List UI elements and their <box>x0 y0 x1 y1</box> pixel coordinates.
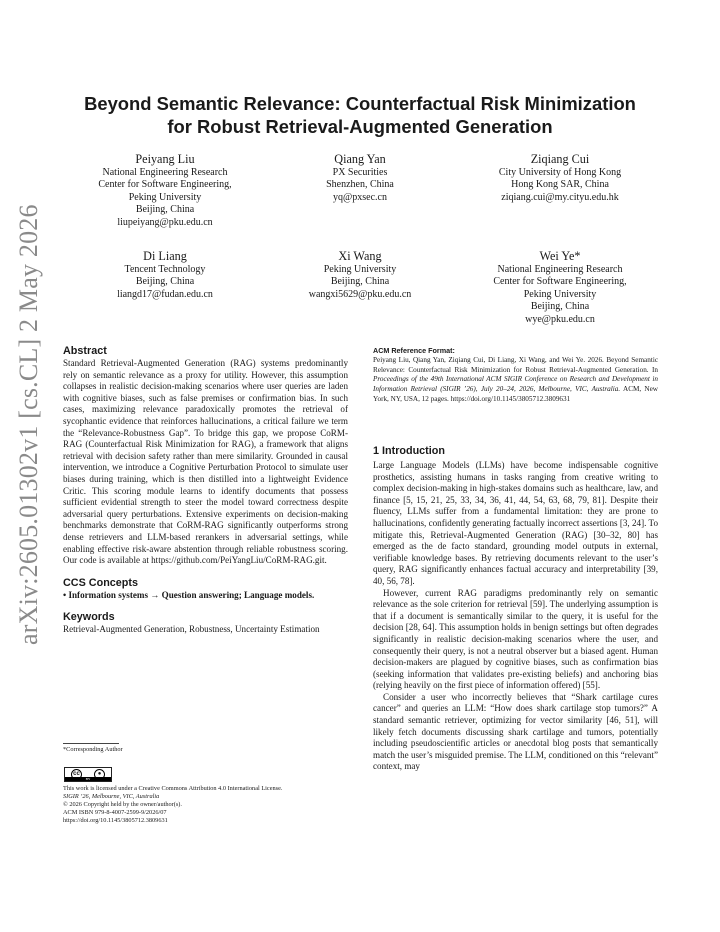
author-affiliation: Tencent Technology <box>124 264 206 275</box>
intro-paragraph-1: Large Language Models (LLMs) have become indispensable cognitive prosthetics, assisting humans in tasks ranging from creative writing to complex decision-making in high-stakes domains such as healthcare, law, and finance [5, 15, 21, 25, 33, 34, 36, 41, 44, 54, 63, 68, 79, 81]. Despite their fluency, LLMs suffer from a fundamental limitation: they are prone to hallucinations, confidently generating factually incorrect assertions [3, 24]. To mitigate this, Retrieval-Augmented Generation (RAG) [30–32, 80] has emerged as the de facto standard, grounding model outputs in external, verifiable knowledge bases. By retrieving documents relevant to the user’s query, RAG significantly enhances factual accuracy and interpretability [39, 40, 56, 78]. <box>373 460 658 586</box>
venue-line: SIGIR ’26, Melbourne, VIC, Australia <box>63 793 160 801</box>
intro-paragraph-2: However, current RAG paradigms predominantly rely on semantic relevance as the sole criterion for retrieval [59]. The underlying assumption is that if a document is semantically similar to the query, it is useful for the decision [28, 64]. This assumption holds in benign settings but often degrades significantly in realistic decision-making scenarios where the user, and consequently their query, is not a neutral observer but a biased agent. Human decision-makers are plagued by cognitive biases, such as confirmation bias (seeking information that validates pre-existing beliefs) and anchoring bias (relying heavily on the first piece of information offered) [55]. <box>373 587 658 691</box>
author-block <box>270 152 450 204</box>
author-affiliation: Peking University <box>128 191 202 203</box>
author-email: ziqiang.cui@my.cityu.edu.hk <box>501 191 619 203</box>
acm-reference-title: Beyond Semantic Relevance: Counterfactual Risk Minimization for Robust Retrieval-Augmented Generation. In <box>373 355 659 374</box>
title-line-2: for Robust Retrieval-Augmented Generation <box>167 116 553 137</box>
author-email: liupeiyang@pku.edu.cn <box>117 216 213 228</box>
acm-reference <box>373 346 658 405</box>
author-affiliation: Beijing, China <box>330 276 390 288</box>
author-affiliation: National Engineering Research <box>102 167 228 178</box>
author-block <box>460 152 660 204</box>
author-affiliation: Beijing, China <box>135 276 195 288</box>
acm-reference-publisher: ACM, New York, NY, USA, 12 pages. https://doi.org/10.1145/3805712.3809631 <box>373 385 658 403</box>
author-email: yq@pxsec.cn <box>333 191 387 203</box>
title-line-1: Beyond Semantic Relevance: Counterfactual Risk Minimization <box>84 93 636 114</box>
by-label-bar <box>65 777 111 781</box>
person-icon: ● <box>94 769 105 780</box>
author-email: wangxi5629@pku.edu.cn <box>308 288 412 300</box>
intro-heading: 1 Introduction <box>373 445 445 457</box>
author-affiliation: Beijing, China <box>530 301 590 313</box>
author-affiliation: Beijing, China <box>135 204 195 216</box>
author-block <box>70 152 260 229</box>
keywords-heading: Keywords <box>63 611 115 624</box>
author-affiliation: Center for Software Engineering, <box>98 179 232 191</box>
author-block <box>460 249 660 326</box>
license-block <box>63 785 353 825</box>
author-affiliation: Peking University <box>323 264 397 275</box>
author-block <box>270 249 450 301</box>
cc-icon: cc <box>71 769 82 780</box>
author-name: Xi Wang <box>338 249 382 263</box>
by-label: BY <box>85 777 91 781</box>
ccs-heading: CCS Concepts <box>63 576 138 589</box>
author-block <box>70 249 260 301</box>
paper-title <box>60 92 660 138</box>
author-name: Qiang Yan <box>334 152 386 166</box>
author-name: Ziqiang Cui <box>530 152 590 166</box>
acm-reference-venue: Proceedings of the 49th International ACM SIGIR Conference on Research and Development in Information Retrieval (SIGIR ’26), July 20–24, 2026, Melbourne, VIC, Australia. <box>373 375 658 394</box>
author-affiliation: Shenzhen, China <box>326 179 394 191</box>
acm-reference-heading: ACM Reference Format: <box>373 346 455 355</box>
abstract-heading: Abstract <box>63 345 107 357</box>
author-name: Peiyang Liu <box>135 152 195 166</box>
arxiv-stamp: arXiv:2605.01302v1 [cs.CL] 2 May 2026 <box>14 204 43 645</box>
left-column <box>63 344 348 636</box>
author-affiliation: City University of Hong Kong <box>498 167 622 178</box>
doi-line: https://doi.org/10.1145/3805712.3809631 <box>63 817 168 825</box>
author-affiliation: National Engineering Research <box>497 264 623 275</box>
intro-paragraph-3: Consider a user who incorrectly believes that “Shark cartilage cures cancer” and queries an LLM: “How does shark cartilage stop tumors?” A standard semantic retriever, optimizing for vector similarity [46, 51], will likely fetch documents discussing shark cartilage and tumors, potentially including pseudoscientific articles or anecdotal blog posts that semantically match the user’s misguided premise. The LLM, conditioned on this “relevant” context, may <box>373 691 658 772</box>
author-email: liangd17@fudan.edu.cn <box>117 288 213 300</box>
author-affiliation: Peking University <box>523 288 597 300</box>
creative-commons-badge[interactable] <box>64 767 112 782</box>
ccs-text: • Information systems → Question answering; Language models. <box>63 589 315 600</box>
author-affiliation: Center for Software Engineering, <box>493 276 627 288</box>
footnote-rule <box>63 743 119 744</box>
author-name: Di Liang <box>143 249 187 263</box>
keywords-text: Retrieval-Augmented Generation, Robustness, Uncertainty Estimation <box>63 624 320 635</box>
copyright-line: © 2026 Copyright held by the owner/author(s). <box>63 801 182 809</box>
footnote: *Corresponding Author <box>63 746 123 753</box>
author-affiliation: PX Securities <box>332 167 388 178</box>
right-column <box>373 444 658 773</box>
author-name: Wei Ye* <box>539 249 581 263</box>
acm-reference-authors: Peiyang Liu, Qiang Yan, Ziqiang Cui, Di Liang, Xi Wang, and Wei Ye. 2026. <box>373 355 604 364</box>
author-affiliation: Hong Kong SAR, China <box>511 179 609 191</box>
abstract-text: Standard Retrieval-Augmented Generation (RAG) systems predominantly rely on semantic relevance as a proxy for utility. However, this assumption collapses in realistic decision-making scenarios where user queries are laden with cognitive biases, such as false premises or confirmation bias. In such cases, maximizing relevance paradoxically promotes the retrieval of sycophantic evidence that reinforces hallucinations, a critical failure we term the “Relevance-Robustness Gap”. To bridge this gap, we propose CoRM-RAG (Counterfactual Risk Minimization for RAG), a framework that aligns retrieval with decision safety rather than mere similarity. Grounded in causal intervention, we introduce a Cognitive Perturbation Protocol to simulate user biases during training, which is then distilled into a lightweight Evidence Critic. This scoring module learns to identify documents that possess sufficient evidential strength to steer the model toward correctness despite adversarial query perturbations. Extensive experiments on decision-making benchmarks demonstrate that CoRM-RAG significantly outperforms strong dense retrievers and LLM-based rerankers in adversarial settings, while enabling effective risk-aware abstention through reliable robustness scoring. Our code is available at https://github.com/PeiYangLiu/CoRM-RAG.git. <box>63 358 348 566</box>
isbn-line: ACM ISBN 979-8-4007-2599-9/2026/07 <box>63 809 167 817</box>
author-email: wye@pku.edu.cn <box>525 313 595 325</box>
license-line: This work is licensed under a Creative Commons Attribution 4.0 International License. <box>63 785 283 792</box>
